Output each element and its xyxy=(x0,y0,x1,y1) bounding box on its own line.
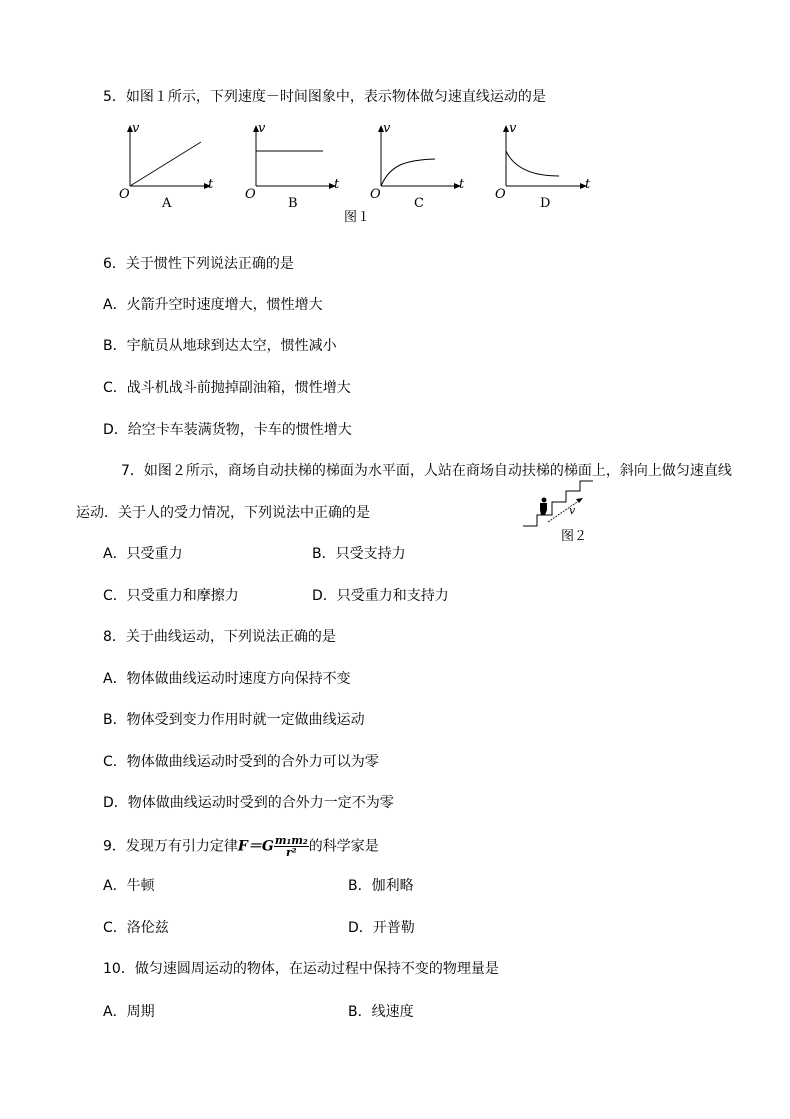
q7-option-b: B．只受支持力 xyxy=(312,546,406,562)
q7-stem-line1: 7．如图２所示，商场自动扶梯的梯面为水平面，人站在商场自动扶梯的梯面上，斜向上做匀速直线 xyxy=(121,463,732,479)
q9-option-a: A．牛顿 xyxy=(103,878,155,894)
q6-stem: 6．关于惯性下列说法正确的是 xyxy=(103,256,294,272)
t-axis-label: t xyxy=(585,177,591,192)
q8-stem: 8．关于曲线运动，下列说法正确的是 xyxy=(103,629,336,645)
formula-fraction xyxy=(274,835,309,858)
t-axis-label: t xyxy=(208,177,214,192)
origin-label: O xyxy=(495,187,506,202)
q6-option-a: A．火箭升空时速度增大，惯性增大 xyxy=(103,297,323,313)
v-axis-label: v xyxy=(132,121,140,136)
q7-option-c: C．只受重力和摩擦力 xyxy=(103,588,239,604)
q7-option-a: A．只受重力 xyxy=(103,546,183,562)
q5-stem: 5．如图１所示，下列速度－时间图象中，表示物体做匀速直线运动的是 xyxy=(103,89,546,105)
figure-2-caption: 图２ xyxy=(561,529,588,544)
origin-label: O xyxy=(245,187,256,202)
figure-1-caption: 图１ xyxy=(344,210,371,225)
q7-stem-line2: 运动．关于人的受力情况，下列说法中正确的是 xyxy=(76,505,370,521)
q6-option-b: B．宇航员从地球到达太空，惯性减小 xyxy=(103,338,337,354)
origin-label: O xyxy=(119,187,130,202)
graph-label: C xyxy=(414,196,424,211)
origin-label: O xyxy=(370,187,381,202)
v-axis-label: v xyxy=(258,121,266,136)
graph-label: D xyxy=(540,196,551,211)
t-axis-label: t xyxy=(334,177,340,192)
q10-option-b: B．线速度 xyxy=(348,1004,414,1020)
q10-stem: 10．做匀速圆周运动的物体，在运动过程中保持不变的物理量是 xyxy=(103,961,499,977)
q9-stem-after: 的科学家是 xyxy=(308,838,379,855)
q8-option-a: A．物体做曲线运动时速度方向保持不变 xyxy=(103,671,351,687)
q6-option-d: D．给空卡车装满货物，卡车的惯性增大 xyxy=(103,422,352,438)
q10-option-a: A．周期 xyxy=(103,1004,155,1020)
q9-stem xyxy=(103,835,379,858)
v-axis-label: v xyxy=(383,121,391,136)
q6-option-c: C．战斗机战斗前抛掉副油箱，惯性增大 xyxy=(103,380,351,396)
formula-numerator: m₁m₂ xyxy=(274,834,308,847)
q9-option-b: B．伽利略 xyxy=(348,878,414,894)
q8-option-d: D．物体做曲线运动时受到的合外力一定不为零 xyxy=(103,795,394,811)
q9-stem-before: 9．发现万有引力定律 xyxy=(103,838,238,855)
graph-label: B xyxy=(288,196,298,211)
t-axis-label: t xyxy=(459,177,465,192)
q7-option-d: D．只受重力和支持力 xyxy=(312,588,449,604)
formula-denominator: r² xyxy=(285,846,297,859)
q8-option-b: B．物体受到变力作用时就一定做曲线运动 xyxy=(103,712,365,728)
velocity-label: v xyxy=(569,504,576,517)
formula-lhs: F＝G xyxy=(237,838,274,855)
graph-label: A xyxy=(162,196,172,211)
q9-option-d: D．开普勒 xyxy=(348,920,415,936)
v-axis-label: v xyxy=(509,121,517,136)
q8-option-c: C．物体做曲线运动时受到的合外力可以为零 xyxy=(103,754,379,770)
q9-option-c: C．洛伦兹 xyxy=(103,920,169,936)
